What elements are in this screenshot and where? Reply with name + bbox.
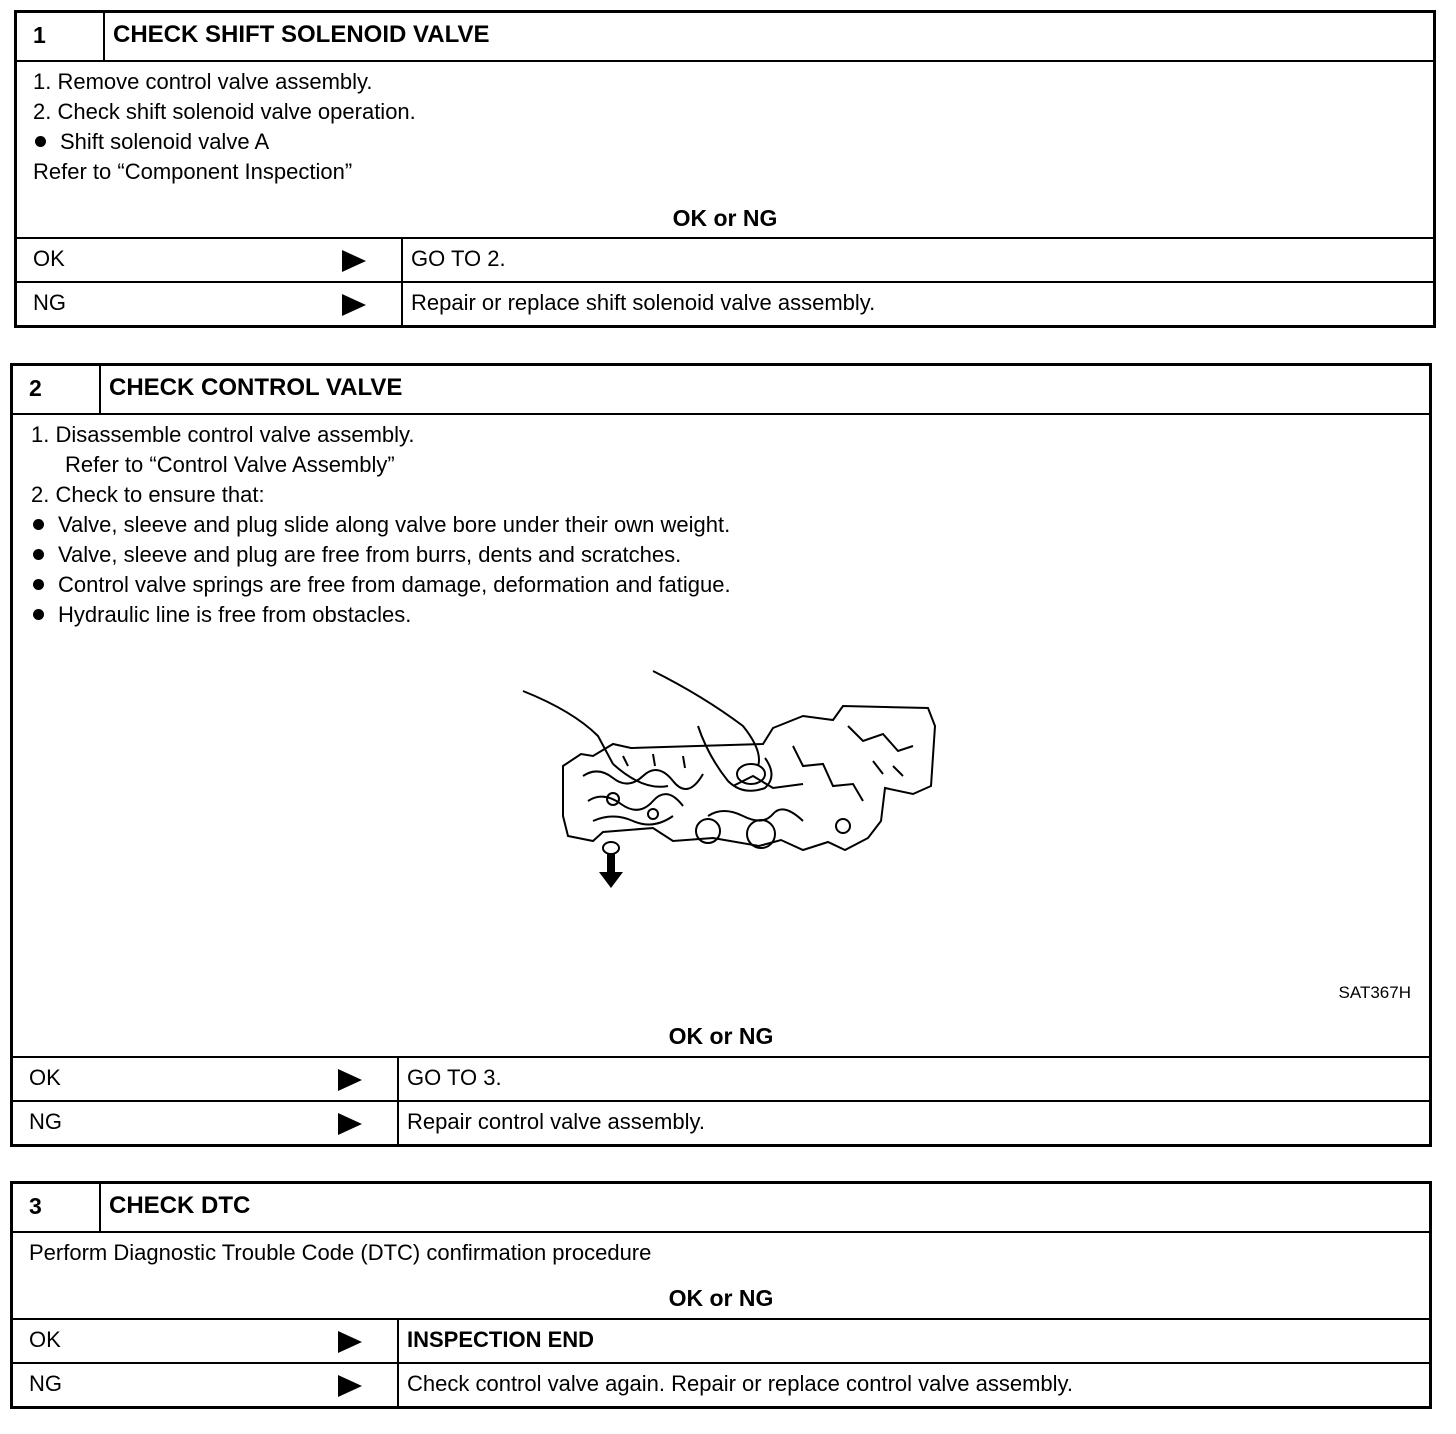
arrow-right-icon [338, 1375, 362, 1397]
section-2-bullet-3 [33, 572, 731, 598]
column-divider [397, 1364, 399, 1406]
section-1-ng-label: NG [33, 290, 66, 315]
section-3-ok-row [13, 1318, 1429, 1362]
section-1-ok-row [17, 237, 1433, 281]
section-1-ok-label: OK [33, 246, 65, 271]
section-2-number: 2 [13, 366, 101, 413]
section-3-ng-label: NG [29, 1371, 62, 1396]
section-2-bullet-4 [33, 602, 411, 628]
section-1-step-ref: Refer to “Component Inspection” [33, 159, 353, 184]
section-1-step-2: 2. Check shift solenoid valve operation. [33, 99, 416, 124]
section-3-title: CHECK DTC [109, 1192, 251, 1219]
section-2-ng-label: NG [29, 1109, 62, 1134]
section-3-ok-label: OK [29, 1327, 61, 1352]
bullet-icon [33, 609, 44, 620]
section-2-ok-row [13, 1056, 1429, 1100]
section-2-bullet-2-text: Valve, sleeve and plug are free from burrs, dents and scratches. [58, 542, 682, 567]
section-3-number: 3 [13, 1184, 101, 1231]
section-2-step-1: 1. Disassemble control valve assembly. [31, 422, 415, 447]
section-1-bullet-1-text: Shift solenoid valve A [60, 129, 270, 154]
section-2-bullet-1 [33, 512, 730, 538]
arrow-right-icon [338, 1069, 362, 1091]
section-3-header [13, 1184, 1429, 1233]
section-1-ng-result: Repair or replace shift solenoid valve assembly. [411, 290, 876, 315]
bullet-icon [33, 519, 44, 530]
bullet-icon [33, 579, 44, 590]
section-2-title: CHECK CONTROL VALVE [109, 374, 403, 401]
section-3-ok-or-ng: OK or NG [668, 1285, 774, 1311]
column-divider [397, 1320, 399, 1362]
section-2-bullet-4-text: Hydraulic line is free from obstacles. [58, 602, 412, 627]
section-1-bullet-1 [35, 129, 269, 155]
column-divider [401, 239, 403, 281]
section-2-step-ref: Refer to “Control Valve Assembly” [65, 452, 395, 477]
section-2-ng-row [13, 1100, 1429, 1144]
section-2-bullet-2 [33, 542, 681, 568]
arrow-right-icon [338, 1331, 362, 1353]
section-3-ng-result: Check control valve again. Repair or replace control valve assembly. [407, 1371, 1074, 1396]
arrow-right-icon [338, 1113, 362, 1135]
section-1-number: 1 [17, 13, 105, 60]
section-2-bullet-1-text: Valve, sleeve and plug slide along valve bore under their own weight. [58, 512, 731, 537]
section-3-box [10, 1181, 1432, 1409]
control-valve-illustration [503, 616, 963, 906]
section-2-ok-result: GO TO 3. [407, 1065, 502, 1090]
section-2-bullet-3-text: Control valve springs are free from damage, deformation and fatigue. [58, 572, 731, 597]
section-2-step-2: 2. Check to ensure that: [31, 482, 265, 507]
section-3-ok-result: INSPECTION END [407, 1327, 595, 1352]
bullet-icon [33, 549, 44, 560]
section-1-title: CHECK SHIFT SOLENOID VALVE [113, 21, 490, 48]
section-1-box [14, 10, 1436, 328]
section-3-step-1: Perform Diagnostic Trouble Code (DTC) confirmation procedure [29, 1240, 652, 1265]
figure-code: SAT367H [1338, 983, 1411, 1002]
section-1-header [17, 13, 1433, 62]
section-2-ng-result: Repair control valve assembly. [407, 1109, 705, 1134]
arrow-right-icon [342, 250, 366, 272]
section-2-box [10, 363, 1432, 1147]
arrow-right-icon [342, 294, 366, 316]
section-1-step-1: 1. Remove control valve assembly. [33, 69, 373, 94]
section-2-ok-or-ng: OK or NG [668, 1023, 774, 1049]
section-2-ok-label: OK [29, 1065, 61, 1090]
column-divider [397, 1102, 399, 1144]
column-divider [401, 283, 403, 325]
section-3-ng-row [13, 1362, 1429, 1406]
section-1-ok-or-ng: OK or NG [672, 205, 778, 231]
section-2-header [13, 366, 1429, 415]
section-1-ok-result: GO TO 2. [411, 246, 506, 271]
column-divider [397, 1058, 399, 1100]
section-1-ng-row [17, 281, 1433, 325]
bullet-icon [35, 136, 46, 147]
